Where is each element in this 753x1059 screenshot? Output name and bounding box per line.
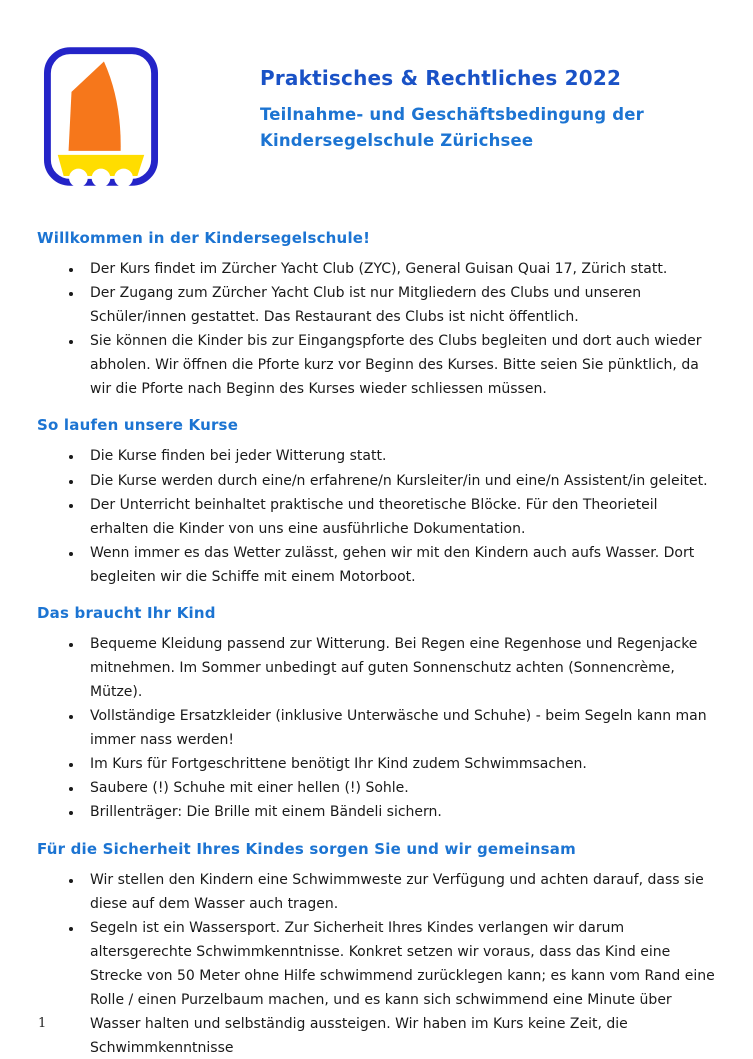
document-body (37, 229, 715, 1059)
list-item: • Wir stellen den Kindern eine Schwimmweste zur Verfügung und achten darauf, dass sie diese auf dem Wasser auch tragen. (83, 868, 715, 916)
section-heading: So laufen unsere Kurse (37, 416, 239, 435)
section-heading: Das braucht Ihr Kind (37, 603, 216, 622)
list-item: • Sie können die Kinder bis zur Eingangspforte des Clubs begleiten und dort auch wieder abholen. Wir öffnen die Pforte kurz vor Beginn des Kurses. Bitte seien Sie pünktlich, da wir die Pforte nach Beginn des Kurses wieder schliessen müssen. (83, 329, 715, 401)
list-item: • Im Kurs für Fortgeschrittene benötigt Ihr Kind zudem Schwimmsachen. (83, 752, 715, 776)
bullet-list (37, 868, 715, 1059)
document-title: Praktisches & Rechtliches 2022 (260, 66, 622, 90)
document-header (37, 46, 715, 187)
list-item: • Der Kurs findet im Zürcher Yacht Club (ZYC), General Guisan Quai 17, Zürich statt. (83, 257, 715, 281)
list-item: • Segeln ist ein Wassersport. Zur Sicherheit Ihres Kindes verlangen wir darum altersgerechte Schwimmkenntnisse. Konkret setzen wir voraus, dass das Kind eine Strecke von 50 Meter ohne Hilfe schwimmend zurücklegen kann; es kann vom Rand eine Rolle / einen Purzelbaum machen, und es kann sich schwimmend eine Minute über Wasser halten und selbständig aussteigen. Wir haben im Kurs keine Zeit, die Schwimmkenntnisse (83, 916, 715, 1059)
list-item: • Die Kurse finden bei jeder Witterung statt. (83, 444, 715, 468)
list-item: • Der Unterricht beinhaltet praktische und theoretische Blöcke. Für den Theorieteil erhalten die Kinder von uns eine ausführliche Dokumentation. (83, 493, 715, 541)
list-item: • Vollständige Ersatzkleider (inklusive Unterwäsche und Schuhe) - beim Segeln kann man immer nass werden! (83, 704, 715, 752)
list-item: • Brillenträger: Die Brille mit einem Bändeli sichern. (83, 800, 715, 824)
section-ausruestung (37, 604, 715, 825)
bullet-list (37, 257, 715, 401)
title-block (260, 46, 660, 155)
section-sicherheit (37, 840, 715, 1059)
list-item: • Saubere (!) Schuhe mit einer hellen (!) Sohle. (83, 776, 715, 800)
list-item: • Wenn immer es das Wetter zulässt, gehen wir mit den Kindern auch aufs Wasser. Dort begleiten wir die Schiffe mit einem Motorboot. (83, 541, 715, 589)
document-subtitle: Teilnahme- und Geschäftsbedingung der Kindersegelschule Zürichsee (260, 105, 644, 151)
page-number: 1 (38, 1016, 47, 1031)
sailboat-icon (43, 46, 159, 187)
bullet-list (37, 632, 715, 825)
list-item: • Die Kurse werden durch eine/n erfahrene/n Kursleiter/in und eine/n Assistent/in geleitet. (83, 469, 715, 493)
list-item: • Bequeme Kleidung passend zur Witterung. Bei Regen eine Regenhose und Regenjacke mitnehmen. Im Sommer unbedingt auf guten Sonnenschutz achten (Sonnencrème, Mütze). (83, 632, 715, 704)
bullet-list (37, 444, 715, 588)
sailing-school-logo (43, 46, 159, 187)
list-item: • Der Zugang zum Zürcher Yacht Club ist nur Mitgliedern des Clubs und unseren Schüler/innen gestattet. Das Restaurant des Clubs ist nicht öffentlich. (83, 281, 715, 329)
section-willkommen (37, 229, 715, 401)
section-kursablauf (37, 416, 715, 588)
section-heading: Willkommen in der Kindersegelschule! (37, 229, 371, 247)
section-heading: Für die Sicherheit Ihres Kindes sorgen Sie und wir gemeinsam (37, 839, 576, 858)
